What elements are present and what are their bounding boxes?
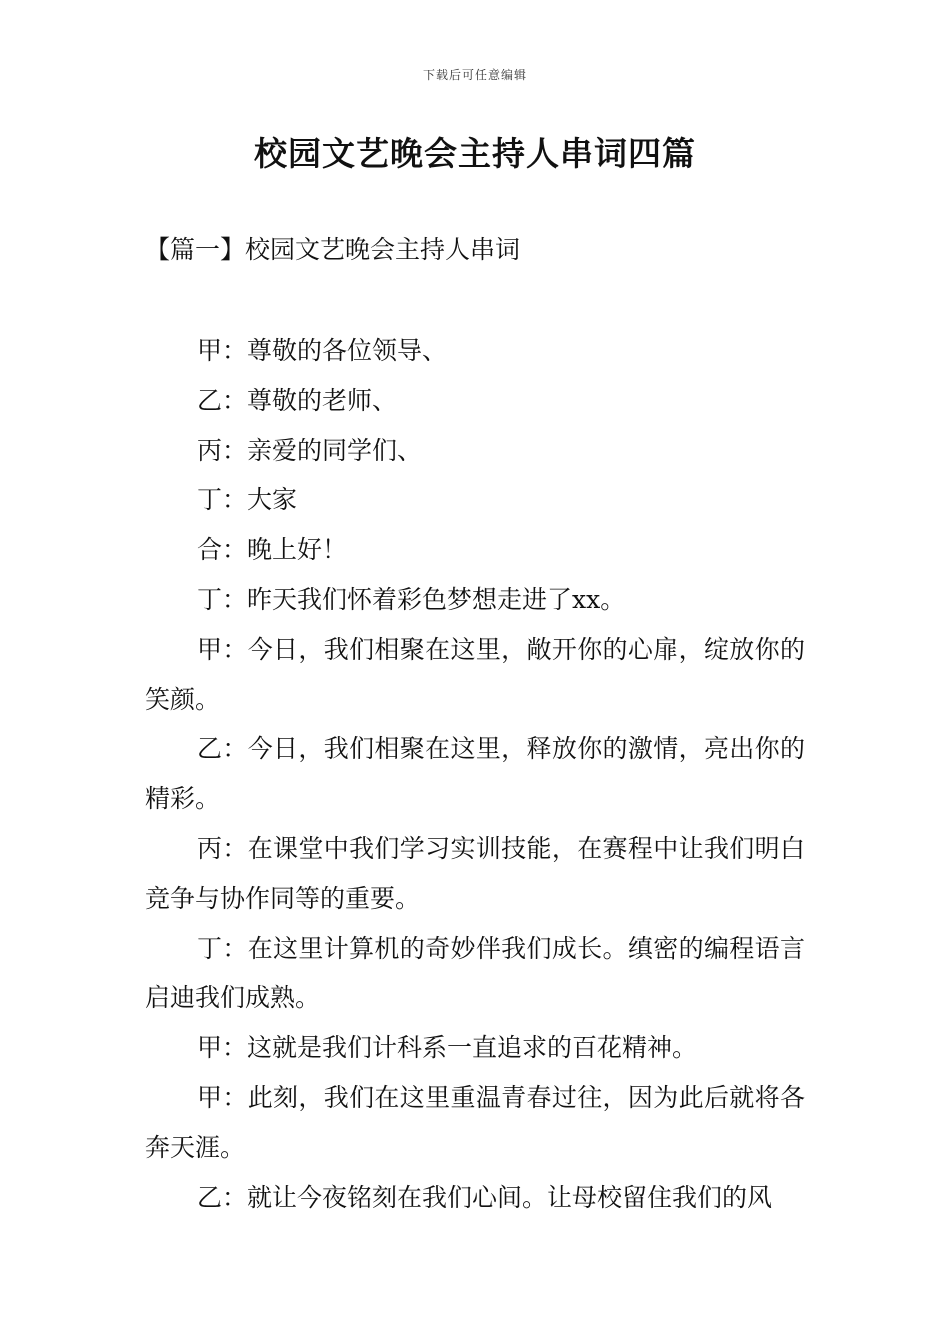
paragraph: 丁：昨天我们怀着彩色梦想走进了xx。 <box>197 584 626 614</box>
paragraph: 乙：尊敬的老师、 <box>197 385 398 415</box>
section-heading: 【篇一】校园文艺晚会主持人串词 <box>145 235 521 264</box>
paragraph: 甲：今日，我们相聚在这里，敞开你的心扉，绽放你的笑颜。 <box>145 634 805 714</box>
paragraph: 甲：尊敬的各位领导、 <box>197 336 448 365</box>
paragraph: 甲：这就是我们计科系一直追求的百花精神。 <box>197 1033 698 1063</box>
paragraph: 甲：此刻，我们在这里重温青春过往，因为此后就将各奔天涯。 <box>145 1082 805 1162</box>
paragraph: 乙：今日，我们相聚在这里，释放你的激情，亮出你的精彩。 <box>145 734 805 814</box>
paragraph: 丁：在这里计算机的奇妙伴我们成长。缜密的编程语言启迪我们成熟。 <box>145 933 805 1013</box>
paragraph: 丙：亲爱的同学们、 <box>197 435 423 465</box>
paragraph: 乙：就让今夜铭刻在我们心间。让母校留住我们的风 <box>197 1182 773 1212</box>
paragraph: 丙：在课堂中我们学习实训技能，在赛程中让我们明白竞争与协作同等的重要。 <box>145 833 805 913</box>
paragraph: 丁：大家 <box>197 485 298 515</box>
header-note: 下载后可任意编辑 <box>422 68 527 82</box>
document-title: 校园文艺晚会主持人串词四篇 <box>254 134 696 173</box>
document-body <box>145 326 805 1222</box>
paragraph: 合：晚上好！ <box>197 535 348 565</box>
